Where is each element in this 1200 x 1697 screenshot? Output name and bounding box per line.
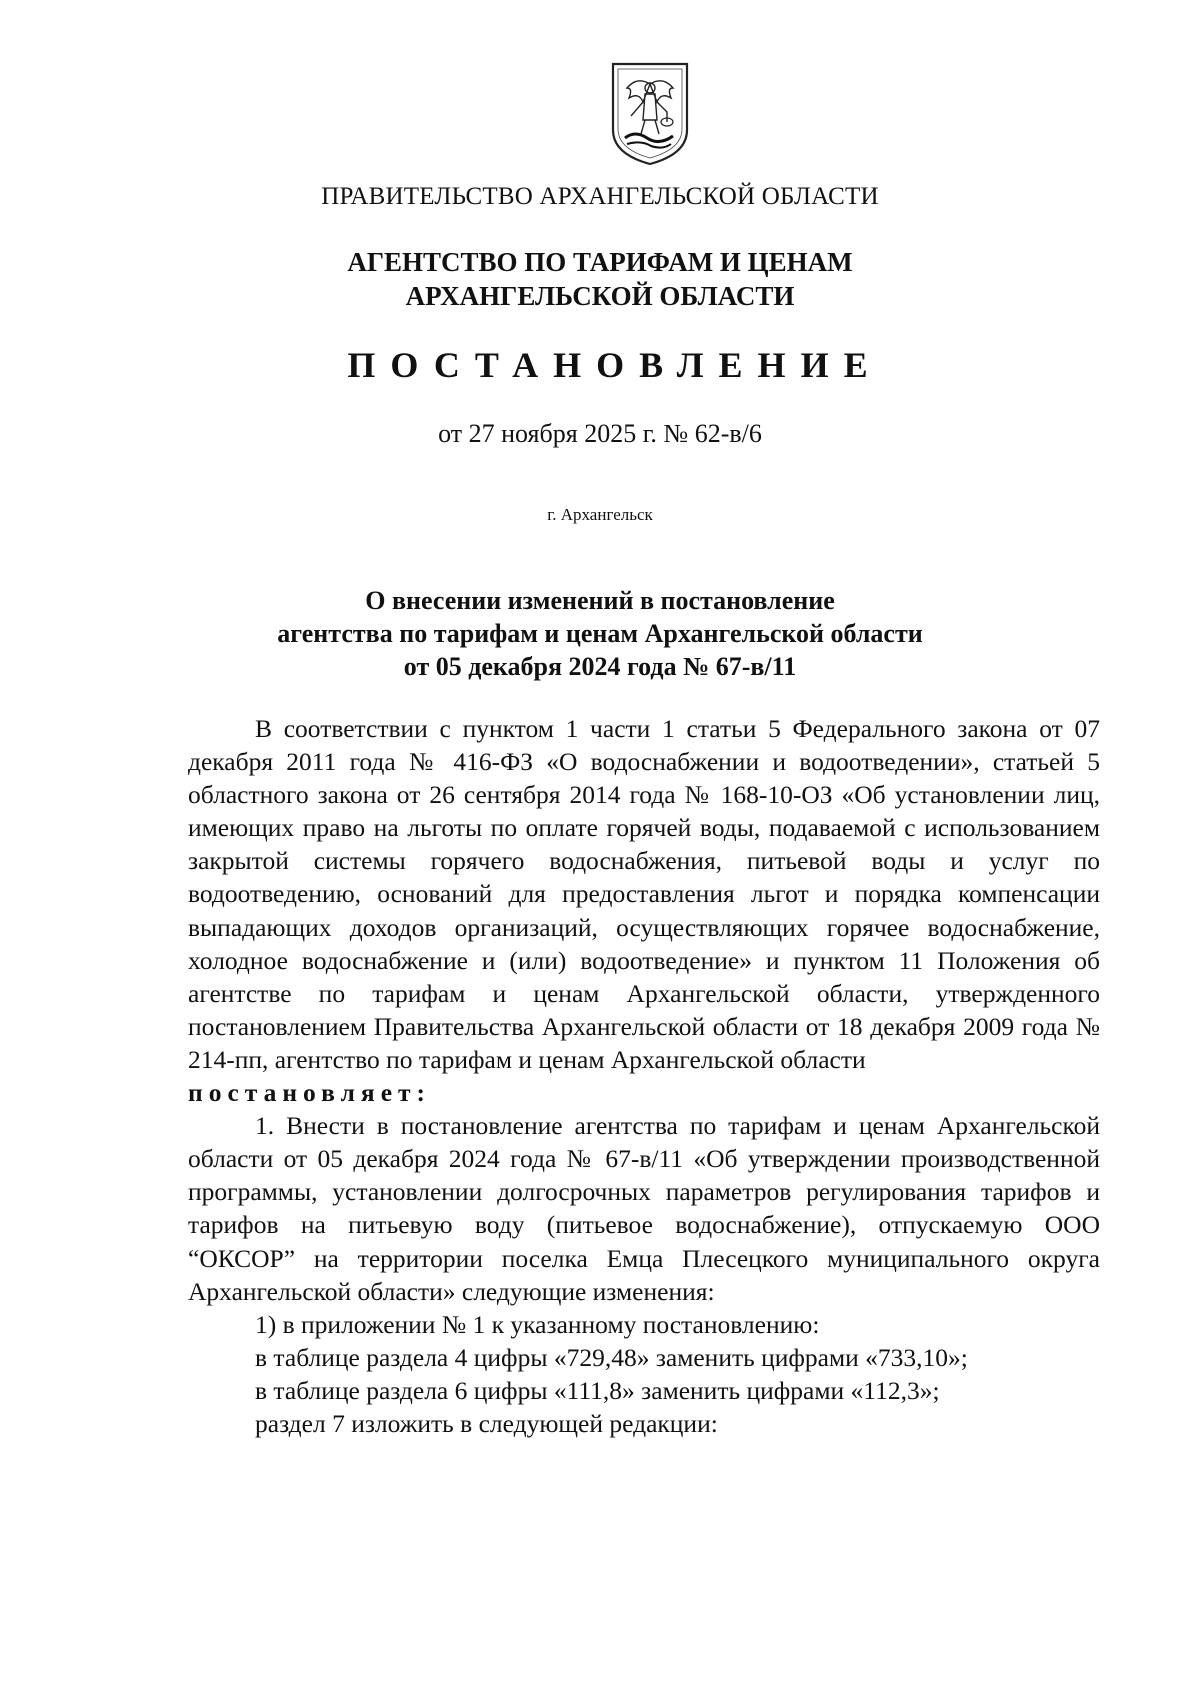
subitem-section-6-change: в таблице раздела 6 цифры «111,8» заменить цифрами «112,3»; [255,1375,940,1405]
document-body [188,712,1100,1440]
agency-name [0,245,1200,313]
agency-name-line-1: АГЕНТСТВО ПО ТАРИФАМ И ЦЕНАМ [347,247,853,277]
subitem-section-4-change: в таблице раздела 4 цифры «729,48» заменить цифрами «733,10»; [255,1342,968,1372]
preamble-paragraph: В соответствии с пунктом 1 части 1 статьи 5 Федерального закона от 07 декабря 2011 года № 416-ФЗ «О водоснабжении и водоотведении», статьей 5 областного закона от 26 сентября 2014 года № 168-10-ОЗ «Об установлении лиц, имеющих право на льготы по оплате горячей воды, подаваемой с использованием закрытой системы горячего водоснабжения, питьевой воды и услуг по водоотведению, оснований для предоставления льгот и порядка компенсации выпадающих доходов организаций, осуществляющих горячее водоснабжение, холодное водоснабжение и (или) водоотведение» и пунктом 11 Положения об агентстве по тарифам и ценам Архангельской области, утвержденного постановлением Правительства Архангельской области от 18 декабря 2009 года № 214-пп, агентство по тарифам и ценам Архангельской области [188,714,1100,1074]
subitem-1-line: 1) в приложении № 1 к указанному постановлению: [255,1309,820,1339]
document-type-heading: ПОСТАНОВЛЕНИЕ [347,345,883,385]
document-date-number: от 27 ноября 2025 г. № 62-в/6 [438,419,762,448]
coat-of-arms-emblem [607,58,693,168]
document-subject [0,584,1200,683]
government-title: ПРАВИТЕЛЬСТВО АРХАНГЕЛЬСКОЙ ОБЛАСТИ [321,183,879,210]
subject-line-1: О внесении изменений в постановление [365,586,835,615]
agency-name-line-2: АРХАНГЕЛЬСКОЙ ОБЛАСТИ [405,281,795,311]
document-city: г. Архангельск [547,505,653,524]
subitem-section-7-change: раздел 7 изложить в следующей редакции: [255,1408,718,1438]
subject-line-3: от 05 декабря 2024 года № 67-в/11 [403,652,797,681]
item-1-paragraph: 1. Внести в постановление агентства по тарифам и ценам Архангельской области от 05 декабря 2024 года № 67-в/11 «Об утверждении производственной программы, установлении долгосрочных параметров регулирования тарифов и тарифов на питьевую воду (питьевое водоснабжение), отпускаемую ООО “ОКСОР” на территории поселка Емца Плесецкого муниципального округа Архангельской области» следующие изменения: [188,1111,1100,1306]
subject-line-2: агентства по тарифам и ценам Архангельской области [277,619,923,648]
resolves-word: постановляет: [188,1078,432,1108]
